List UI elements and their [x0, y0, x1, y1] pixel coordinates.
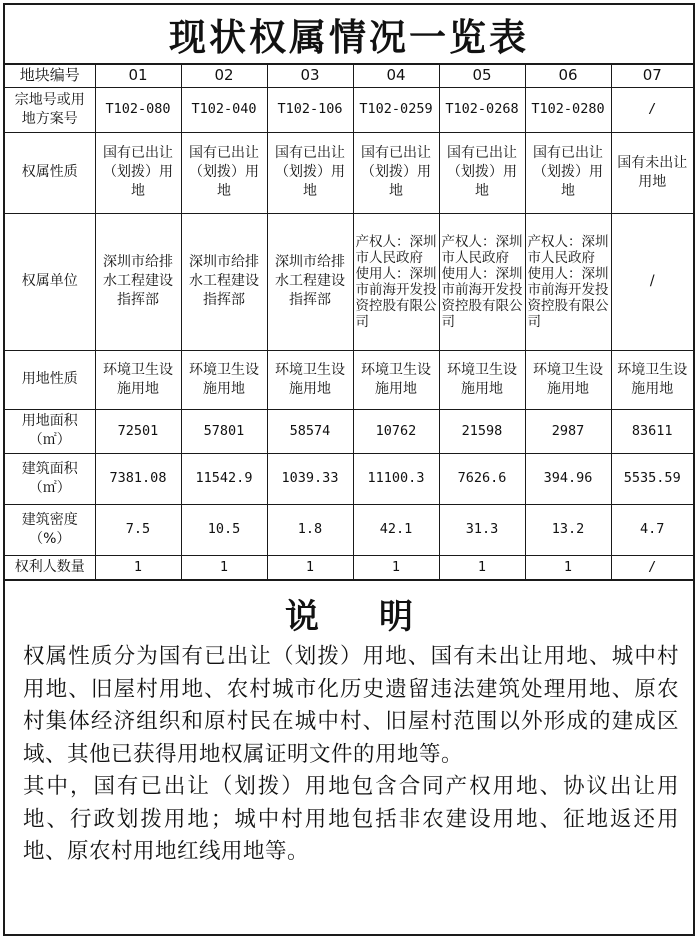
row-label-cell: 建筑面积（㎡）: [5, 453, 95, 504]
table-cell: 42.1: [353, 504, 439, 555]
table-cell: T102-0259: [353, 87, 439, 132]
table-cell: 21598: [439, 409, 525, 453]
row-label-cell: 建筑密度（%）: [5, 504, 95, 555]
header-cell: 04: [353, 65, 439, 87]
table-cell: 7626.6: [439, 453, 525, 504]
table-cell: /: [611, 213, 693, 350]
table-cell: 环境卫生设施用地: [525, 350, 611, 409]
table-cell: 深圳市给排水工程建设指挥部: [181, 213, 267, 350]
table-row: [5, 213, 693, 350]
notes-title: 说明: [285, 597, 473, 637]
table-cell: 7381.08: [95, 453, 181, 504]
table-cell: T102-0268: [439, 87, 525, 132]
table-cell: 环境卫生设施用地: [267, 350, 353, 409]
table-cell: 产权人：深圳市人民政府 使用人：深圳市前海开发投资控股有限公司: [525, 213, 611, 350]
table-row: [5, 504, 693, 555]
table-row: [5, 87, 693, 132]
table-cell: /: [611, 555, 693, 580]
table-cell: 深圳市给排水工程建设指挥部: [95, 213, 181, 350]
table-cell: /: [611, 87, 693, 132]
header-cell: 07: [611, 65, 693, 87]
table-header-row: [5, 65, 693, 87]
header-cell: 01: [95, 65, 181, 87]
table-cell: 394.96: [525, 453, 611, 504]
table-cell: 环境卫生设施用地: [611, 350, 693, 409]
table-cell: T102-040: [181, 87, 267, 132]
row-label-cell: 用地性质: [5, 350, 95, 409]
header-cell: 03: [267, 65, 353, 87]
table-row: [5, 350, 693, 409]
notes-section: [5, 587, 693, 933]
table-cell: 58574: [267, 409, 353, 453]
table-cell: T102-106: [267, 87, 353, 132]
table-cell: 4.7: [611, 504, 693, 555]
row-label-cell: 权属单位: [5, 213, 95, 350]
table-cell: 1: [353, 555, 439, 580]
header-cell: 05: [439, 65, 525, 87]
table-cell: 国有未出让用地: [611, 132, 693, 213]
table-cell: 1: [95, 555, 181, 580]
table-cell: 1: [525, 555, 611, 580]
table-cell: 1: [439, 555, 525, 580]
header-cell: 02: [181, 65, 267, 87]
table-cell: 国有已出让（划拨）用地: [353, 132, 439, 213]
table-cell: 国有已出让（划拨）用地: [95, 132, 181, 213]
table-row: [5, 555, 693, 580]
header-cell: 06: [525, 65, 611, 87]
table-cell: 国有已出让（划拨）用地: [439, 132, 525, 213]
table-cell: 5535.59: [611, 453, 693, 504]
header-label-cell: 地块编号: [5, 65, 95, 87]
table-row: [5, 409, 693, 453]
table-cell: 产权人：深圳市人民政府 使用人：深圳市前海开发投资控股有限公司: [439, 213, 525, 350]
row-label-cell: 权利人数量: [5, 555, 95, 580]
table-cell: 国有已出让（划拨）用地: [181, 132, 267, 213]
table-cell: 深圳市给排水工程建设指挥部: [267, 213, 353, 350]
table-cell: T102-080: [95, 87, 181, 132]
table-cell: 72501: [95, 409, 181, 453]
table-cell: T102-0280: [525, 87, 611, 132]
table-cell: 2987: [525, 409, 611, 453]
table-cell: 11542.9: [181, 453, 267, 504]
table-cell: 10.5: [181, 504, 267, 555]
table-cell: 1039.33: [267, 453, 353, 504]
table-cell: 国有已出让（划拨）用地: [525, 132, 611, 213]
table-cell: 1.8: [267, 504, 353, 555]
table-cell: 产权人：深圳市人民政府 使用人：深圳市前海开发投资控股有限公司: [353, 213, 439, 350]
table-cell: 10762: [353, 409, 439, 453]
table-cell: 环境卫生设施用地: [439, 350, 525, 409]
table-cell: 57801: [181, 409, 267, 453]
table-row: [5, 132, 693, 213]
notes-paragraph: 其中，国有已出让（划拨）用地包含合同产权用地、协议出让用地、行政划拨用地；城中村用地包括非农建设用地、征地返还用地、原农村用地红线用地等。: [23, 774, 679, 864]
table-cell: 11100.3: [353, 453, 439, 504]
document-frame: [3, 3, 695, 936]
page-title: 现状权属情况一览表: [5, 5, 693, 65]
table-cell: 环境卫生设施用地: [95, 350, 181, 409]
notes-paragraph: 权属性质分为国有已出让（划拨）用地、国有未出让用地、城中村用地、旧屋村用地、农村城市化历史遗留违法建筑处理用地、原农村集体经济组织和原村民在城中村、旧屋村范围以外形成的建成区域、其他已获得用地权属证明文件的用地等。: [23, 644, 679, 767]
table-row: [5, 453, 693, 504]
table-cell: 环境卫生设施用地: [353, 350, 439, 409]
row-label-cell: 用地面积（㎡）: [5, 409, 95, 453]
table-cell: 31.3: [439, 504, 525, 555]
table-cell: 环境卫生设施用地: [181, 350, 267, 409]
table-cell: 83611: [611, 409, 693, 453]
table-cell: 国有已出让（划拨）用地: [267, 132, 353, 213]
table-cell: 7.5: [95, 504, 181, 555]
ownership-table: [5, 65, 693, 581]
row-label-cell: 宗地号或用地方案号: [5, 87, 95, 132]
row-label-cell: 权属性质: [5, 132, 95, 213]
table-cell: 1: [267, 555, 353, 580]
table-cell: 13.2: [525, 504, 611, 555]
table-cell: 1: [181, 555, 267, 580]
